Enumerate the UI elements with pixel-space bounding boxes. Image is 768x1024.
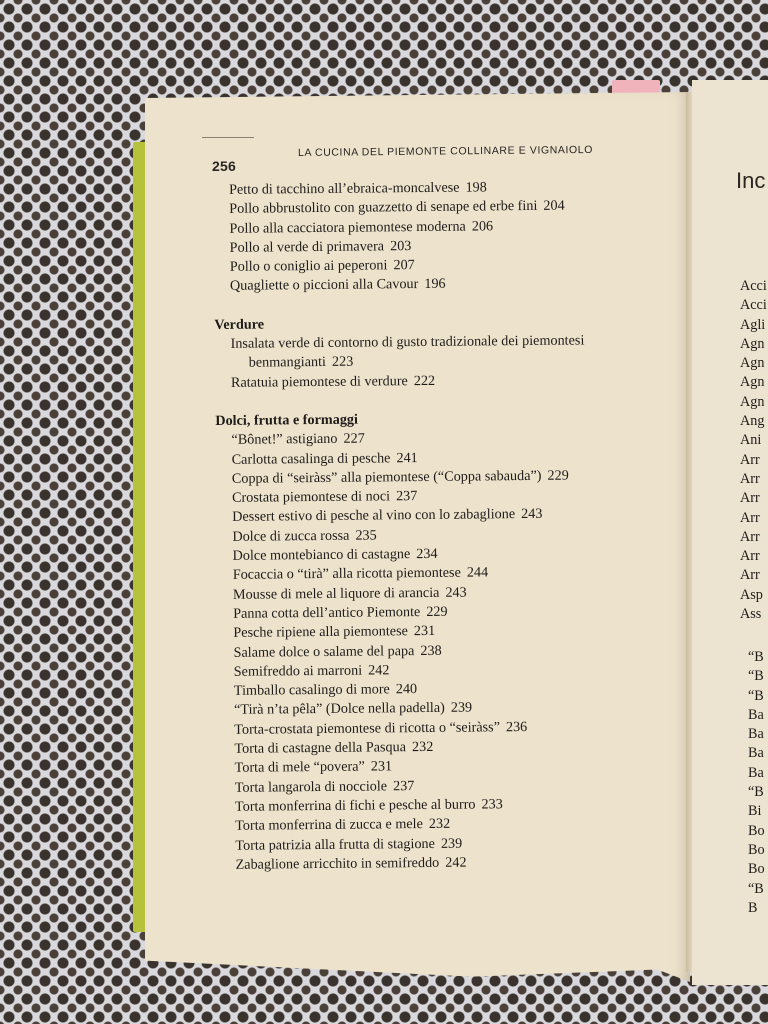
page-ref: 243 — [445, 584, 467, 601]
index-entry: Torta monferrina di fichi e pesche al burro 233 — [234, 796, 503, 815]
index-entry-fragment: Agn — [740, 335, 765, 352]
index-entry-fragment: Agli — [740, 316, 766, 333]
index-entry: Timballo casalingo di more 240 — [233, 681, 418, 699]
index-entry-fragment: Agn — [740, 393, 765, 410]
page-ref: 231 — [413, 623, 436, 640]
index-entry-fragment: Bi — [748, 803, 762, 820]
page-ref: 244 — [466, 564, 489, 581]
index-entry: Torta monferrina di zucca e mele 232 — [235, 815, 451, 835]
index-entry-fragment: Agn — [740, 355, 765, 372]
page-ref: 232 — [428, 815, 451, 833]
index-entry-fragment: Agn — [740, 374, 765, 391]
index-entry-fragment: “B — [748, 880, 764, 897]
page-ref: 229 — [547, 467, 569, 484]
index-entry-fragment: Ba — [748, 745, 764, 762]
index-entry-fragment: “B — [748, 649, 764, 665]
index-entry: “Bônet!” astigiano 227 — [231, 430, 365, 449]
index-entry: Torta-crostata piemontese di ricotta o “seiràss” 236 — [234, 718, 528, 738]
header-rule — [202, 137, 254, 138]
index-entry: Focaccia o “tirà” alla ricotta piemontese 244 — [232, 564, 489, 584]
page-ref: 196 — [424, 276, 446, 293]
page-ref: 229 — [426, 603, 448, 620]
book-cover-edge — [133, 142, 147, 932]
running-head: LA CUCINA DEL PIEMONTE COLLINARE E VIGNAIOLO — [297, 143, 594, 159]
index-entry: Insalata verde di contorno di gusto tradizionale dei piemontesi — [230, 332, 585, 352]
index-entry-fragment: Ang — [740, 413, 765, 430]
index-entry-fragment: “B — [748, 668, 764, 685]
index-entry-fragment: Bo — [748, 841, 765, 858]
index-entry-fragment: Arr — [740, 490, 760, 507]
page-ref: 242 — [368, 662, 390, 679]
index-entry: Ratatuia piemontese di verdure 222 — [230, 372, 436, 391]
index-entry: Pollo al verde di primavera 203 — [229, 237, 412, 256]
page-ref: 239 — [450, 699, 473, 717]
index-entry-fragment: Bo — [748, 822, 765, 839]
index-entry-fragment: Arr — [740, 451, 760, 468]
index-entry-fragment: Arr — [740, 470, 760, 487]
index-entry-fragment: Arr — [740, 509, 760, 526]
index-entry: Dolce di zucca rossa 235 — [232, 527, 377, 545]
page-ref: 237 — [392, 777, 415, 794]
index-entry: Semifreddo ai marroni 242 — [233, 662, 390, 680]
index-entry-fragment: “B — [748, 784, 764, 801]
index-entry: Quagliette o piccioni alla Cavour 196 — [229, 276, 446, 295]
index-entry: Coppa di “seiràss” alla piemontese (“Coppa sabauda”) 229 — [231, 467, 569, 487]
page-ref: 203 — [389, 237, 412, 255]
index-entry-fragment: Ba — [748, 726, 764, 743]
page-ref: 206 — [471, 217, 494, 235]
page-ref: 233 — [481, 796, 503, 813]
index-entry: Pesche ripiene alla piemontese 231 — [233, 623, 436, 642]
page-ref: 227 — [343, 430, 365, 448]
index-entry-fragment: Arr — [740, 567, 760, 584]
page-ref: 232 — [411, 738, 434, 756]
page-ref: 243 — [521, 506, 543, 523]
index-entry: Dessert estivo di pesche al vino con lo zabaglione 243 — [232, 506, 543, 526]
index-entry-fragment: Ani — [740, 432, 762, 449]
index-entry-fragment: Bo — [748, 861, 765, 878]
index-entry-fragment: B — [748, 899, 758, 916]
right-page-title: Inc — [736, 168, 766, 193]
index-entry: Torta langarola di nocciole 237 — [234, 777, 415, 796]
section-verdure — [214, 312, 655, 393]
index-entry: Torta di mele “povera” 231 — [234, 758, 393, 777]
right-page-list-b — [748, 648, 765, 918]
section-dolci — [215, 408, 659, 875]
index-entry: Crostata piemontese di noci 237 — [231, 488, 418, 506]
page-ref: 223 — [331, 354, 354, 371]
index-entry-fragment: “B — [748, 687, 764, 704]
index-entry: Dolce montebianco di castagne 234 — [232, 545, 438, 564]
page-ref: 239 — [440, 835, 463, 852]
page-ref: 238 — [420, 642, 442, 659]
index-entry: Torta patrizia alla frutta di stagione 239 — [235, 835, 463, 854]
page-ref: 241 — [396, 449, 418, 466]
index-entry-fragment: Ba — [748, 764, 764, 781]
page-ref: 240 — [395, 681, 418, 698]
section-heading: Verdure — [214, 316, 265, 333]
index-entry: Mousse di mele al liquore di arancia 243 — [232, 584, 467, 603]
page-number: 256 — [212, 158, 236, 174]
index-entry: Panna cotta dell’antico Piemonte 229 — [233, 603, 448, 622]
index-entry: Torta di castagne della Pasqua 232 — [234, 738, 434, 757]
page-ref: 234 — [416, 545, 438, 563]
page-ref: 207 — [393, 257, 415, 274]
index-entry-continuation: benmangianti 223 — [248, 354, 354, 372]
section-heading: Dolci, frutta e formaggi — [215, 411, 358, 429]
index-content — [213, 177, 660, 875]
page-ref: 237 — [395, 488, 418, 505]
index-entry-fragment: Arr — [740, 528, 760, 545]
page-ref: 235 — [355, 527, 377, 544]
section-meats — [213, 177, 654, 297]
index-entry: Carlotta casalinga di pesche 241 — [231, 449, 418, 468]
right-page-list-a — [740, 277, 767, 624]
index-entry: Pollo o coniglio ai peperoni 207 — [229, 257, 415, 276]
index-entry: Pollo alla cacciatora piemontese moderna 206 — [229, 217, 494, 237]
index-entry: Salame dolce o salame del papa 238 — [233, 642, 442, 661]
page-ref: 198 — [465, 179, 487, 196]
index-entry-fragment: Asp — [740, 586, 763, 603]
index-entry: Petto di tacchino all’ebraica-moncalvese 198 — [229, 179, 487, 198]
index-entry: Zabaglione arricchito in semifreddo 242 — [235, 854, 467, 873]
index-entry: “Tirà n’ta pêla” (Dolce nella padella) 239 — [234, 699, 473, 719]
index-entry-fragment: Acci — [740, 297, 767, 314]
page-ref: 231 — [370, 758, 393, 775]
page-ref: 204 — [543, 197, 565, 215]
page-ref: 222 — [413, 372, 436, 389]
index-entry-fragment: Ba — [748, 706, 764, 723]
right-page — [692, 80, 768, 985]
index-entry: Pollo abbrustolito con guazzetto di senape ed erbe fini 204 — [229, 197, 565, 218]
page-ref: 236 — [505, 718, 528, 735]
page-ref: 242 — [445, 854, 467, 871]
index-entry-fragment: Acci — [740, 278, 767, 294]
index-entry-fragment: Arr — [740, 548, 760, 565]
index-entry-fragment: Ass — [740, 606, 762, 623]
